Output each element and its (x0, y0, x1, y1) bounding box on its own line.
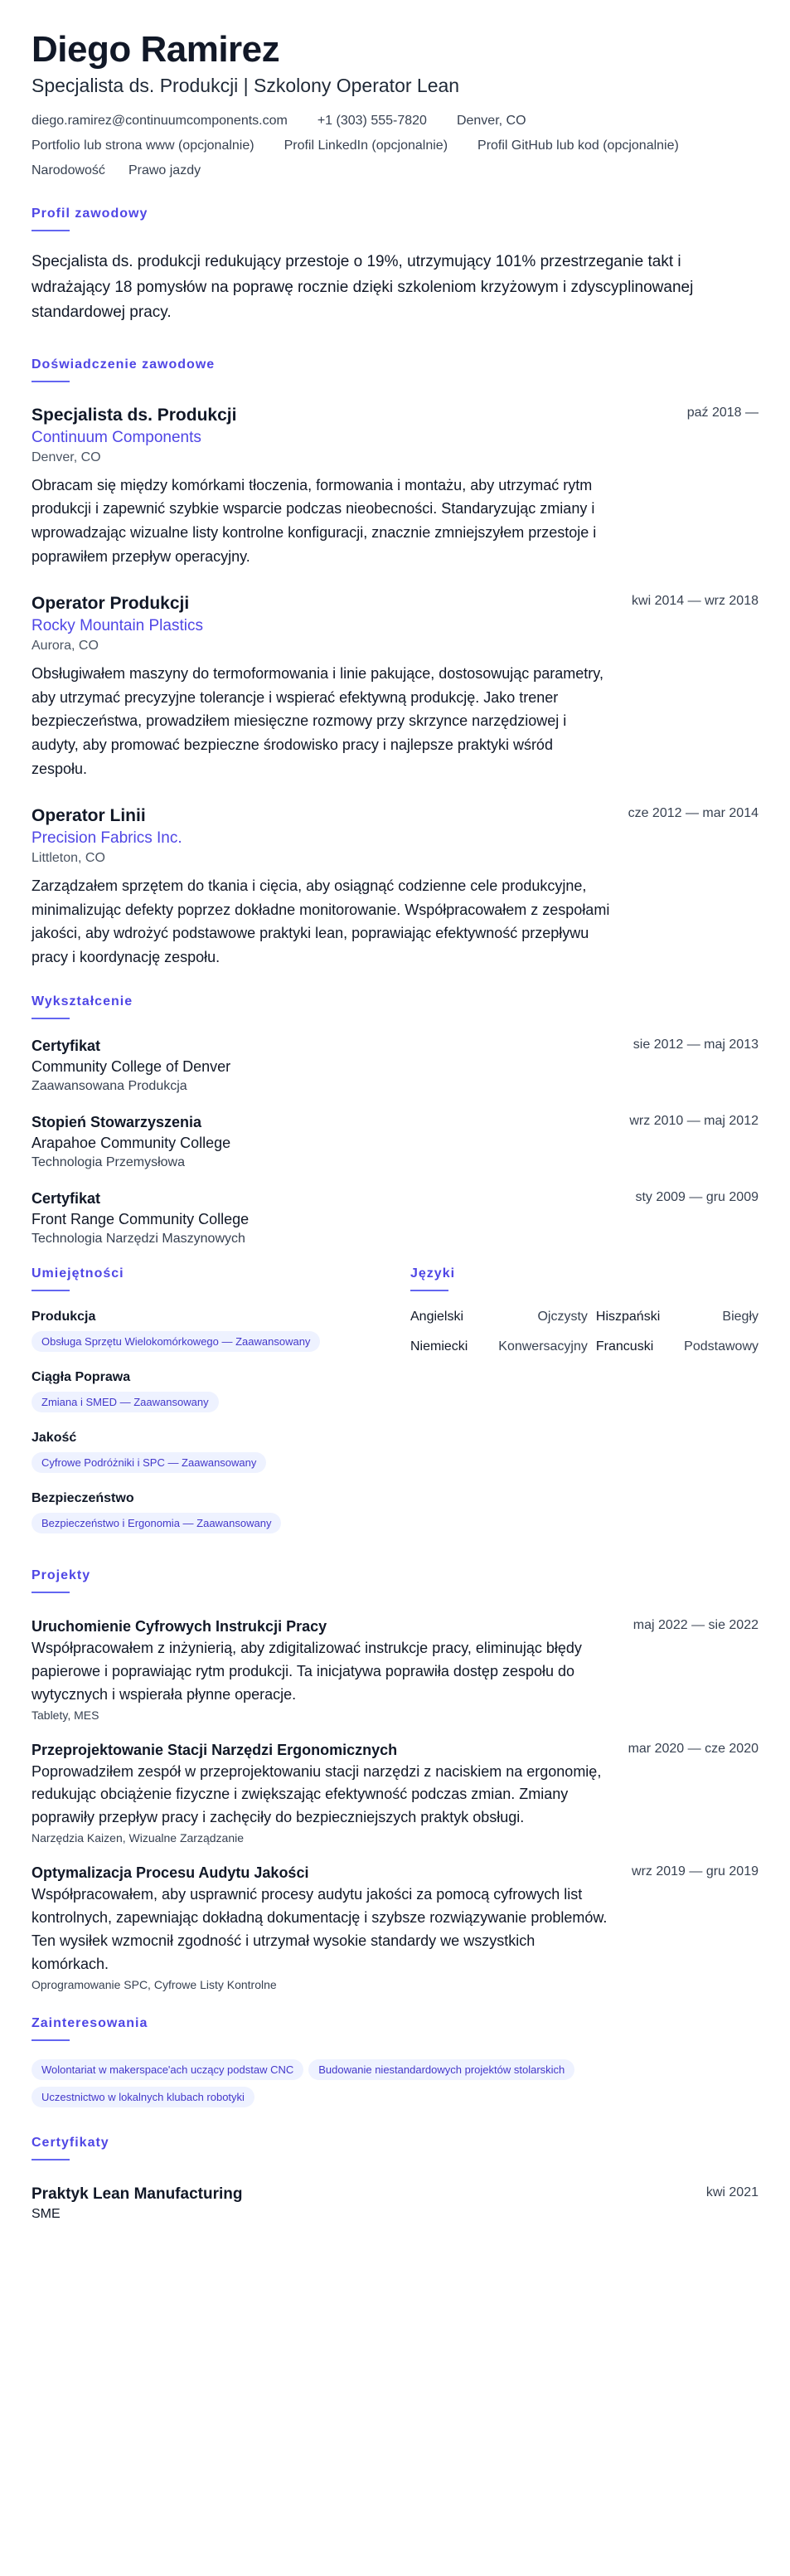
job-entry (32, 594, 758, 781)
section-title: Profil zawodowy (32, 207, 148, 221)
language-level: Ojczysty (537, 1309, 588, 1324)
section-divider (32, 2159, 70, 2160)
interests-section (32, 2016, 758, 2107)
project-technologies: Oprogramowanie SPC, Cyfrowe Listy Kontrolne (32, 1977, 277, 1991)
interest-pill: Wolontariat w makerspace'ach uczący podstaw CNC (32, 2059, 303, 2080)
job-title: Operator Produkcji (32, 593, 190, 613)
job-title: Specjalista ds. Produkcji (32, 405, 237, 425)
job-company: Continuum Components (32, 428, 201, 446)
skill-pill: Cyfrowe Podróżniki i SPC — Zaawansowany (32, 1452, 266, 1473)
education-field: Zaawansowana Produkcja (32, 1078, 187, 1093)
certification-name: Praktyk Lean Manufacturing (32, 2185, 243, 2203)
education-header (32, 1190, 758, 1208)
candidate-headline: Specjalista ds. Produkcji | Szkolony Operator Lean (32, 75, 460, 97)
education-entry (32, 1038, 758, 1094)
profile-summary: Specjalista ds. produkcji redukujący przestoje o 19%, utrzymujący 101% przestrzeganie takt i wdrażający 18 pomysłów na poprawę rocznie dzięki szkoleniom krzyżowym i zdyscyplinowanej standardowej pracy. (32, 253, 694, 322)
languages-grid (410, 1310, 758, 1354)
project-entry (32, 1864, 758, 1991)
project-description: Współpracowałem, aby usprawnić procesy audytu jakości za pomocą cyfrowych list kontrolnych, zapewniając dokładną dokumentację i szybsze rozwiązywanie problemów. Ten wysiłek wzmocnił zgodność i utrzymał wysokie standardy we wszystkich komórkach. (32, 1886, 608, 1972)
job-company: Rocky Mountain Plastics (32, 616, 203, 634)
job-date: paź 2018 — (686, 405, 758, 420)
language-name: Angielski (410, 1309, 464, 1324)
personal-row (32, 163, 758, 178)
section-title: Umiejętności (32, 1266, 124, 1281)
language-level: Konwersacyjny (498, 1339, 588, 1354)
education-degree: Certyfikat (32, 1189, 101, 1207)
education-entry (32, 1114, 758, 1170)
license-text: Prawo jazdy (128, 163, 201, 178)
project-entry (32, 1618, 758, 1722)
certification-entry (32, 2185, 758, 2222)
education-section (32, 994, 758, 1247)
contact-row (32, 114, 758, 129)
job-header (32, 406, 758, 425)
phone-link[interactable]: +1 (303) 555-7820 (317, 114, 427, 129)
job-header (32, 594, 758, 614)
education-header (32, 1114, 758, 1131)
job-date: cze 2012 — mar 2014 (628, 805, 758, 820)
job-location: Littleton, CO (32, 850, 105, 865)
section-divider (32, 230, 70, 231)
language-name: Hiszpański (595, 1309, 661, 1324)
job-entry (32, 406, 758, 569)
education-header (32, 1038, 758, 1055)
projects-list (32, 1618, 758, 1991)
section-title: Języki (410, 1266, 456, 1281)
github-link[interactable]: Profil GitHub lub kod (opcjonalnie) (477, 139, 679, 153)
project-header (32, 1742, 758, 1759)
links-row (32, 139, 758, 153)
location-text: Denver, CO (456, 114, 526, 129)
section-title: Projekty (32, 1567, 91, 1582)
skill-category: Bezpieczeństwo (32, 1490, 134, 1505)
job-description: Obsługiwałem maszyny do termoformowania i linie pakujące, dostosowując parametry, aby utrzymać precyzyjne tolerancje i wspierać efektywną produkcję. Jako trener bezpieczeństwa, prowadziłem miesięczne rozmowy przy skrzynce narzędziowej i audyty, aby promować bezpieczne środowisko pracy i najlepsze praktyki wśród zespołu. (32, 664, 603, 777)
skill-category: Jakość (32, 1430, 77, 1445)
education-institution: Front Range Community College (32, 1210, 250, 1227)
education-degree: Certyfikat (32, 1037, 101, 1054)
section-divider (32, 1290, 70, 1291)
nationality-text: Narodowość (32, 163, 105, 178)
experience-section (32, 357, 758, 970)
section-title: Doświadczenie zawodowe (32, 357, 216, 372)
project-title: Przeprojektowanie Stacji Narzędzi Ergonomicznych (32, 1741, 398, 1758)
section-divider (32, 381, 70, 382)
education-date: sty 2009 — gru 2009 (635, 1189, 758, 1204)
job-list (32, 406, 758, 970)
job-location: Aurora, CO (32, 638, 99, 653)
skill-pill: Bezpieczeństwo i Ergonomia — Zaawansowany (32, 1513, 281, 1533)
job-company: Precision Fabrics Inc. (32, 829, 182, 847)
skill-pill: Zmiana i SMED — Zaawansowany (32, 1392, 219, 1412)
skill-group (32, 1370, 367, 1412)
job-date: kwi 2014 — wrz 2018 (632, 593, 758, 608)
education-entry (32, 1190, 758, 1247)
skill-group (32, 1310, 367, 1352)
project-date: mar 2020 — cze 2020 (628, 1741, 758, 1756)
language-name: Francuski (595, 1339, 654, 1354)
skill-category: Produkcja (32, 1309, 96, 1324)
profile-section (32, 207, 758, 325)
certification-date: kwi 2021 (705, 2185, 758, 2199)
education-date: wrz 2010 — maj 2012 (629, 1113, 758, 1128)
section-divider (410, 1290, 448, 1291)
project-description: Poprowadziłem zespół w przeprojektowaniu stacji narzędzi z naciskiem na ergonomię, redukując obciążenie fizyczne i zwiększając efektywność podczas zmian. Zmiany poprawiły przepływ pracy i zachęciły do bezpieczniejszych praktyk obsługi. (32, 1762, 602, 1826)
section-divider (32, 1018, 70, 1019)
project-header (32, 1864, 758, 1882)
skills-section (32, 1266, 367, 1552)
project-description: Współpracowałem z inżynierią, aby zdigitalizować instrukcje pracy, eliminując błędy papierowe i poprawiając rytm produkcji. Ta inicjatywa poprawiła dostęp zespołu do wytycznych i wspierała płynne operacje. (32, 1639, 582, 1703)
project-date: maj 2022 — sie 2022 (632, 1617, 758, 1632)
education-degree: Stopień Stowarzyszenia (32, 1113, 202, 1130)
certification-issuer: SME (32, 2206, 61, 2221)
job-description: Obracam się między komórkami tłoczenia, formowania i montażu, aby utrzymać rytm produkcji i zapewnić szybkie wsparcie podczas nieobecności. Standaryzując zmiany i wprowadzając wizualne listy kontrolne konfiguracji, znacznie zmniejszyłem przestoje i poprawiłem przepływ operacyjny. (32, 476, 597, 565)
section-divider (32, 1592, 70, 1593)
languages-section (410, 1266, 758, 1552)
section-divider (32, 2039, 70, 2041)
education-institution: Community College of Denver (32, 1057, 231, 1075)
language-level: Biegły (722, 1309, 758, 1324)
job-description: Zarządzałem sprzętem do tkania i cięcia, aby osiągnąć codzienne cele produkcyjne, minimalizując defekty poprzez dokładne monitorowanie. Współpracowałem z zespołami jakości, aby wdrożyć podstawowe praktyki lean, poprawiając efektywność przepływu pracy i koordynację zespołu. (32, 877, 610, 966)
certifications-section (32, 2136, 758, 2222)
project-technologies: Tablety, MES (32, 1708, 99, 1722)
project-entry (32, 1742, 758, 1845)
skill-category: Ciągła Poprawa (32, 1369, 131, 1384)
email-link[interactable]: diego.ramirez@continuumcomponents.com (32, 114, 288, 129)
linkedin-link[interactable]: Profil LinkedIn (opcjonalnie) (284, 139, 448, 153)
education-list (32, 1038, 758, 1247)
projects-section (32, 1568, 758, 1991)
education-field: Technologia Przemysłowa (32, 1154, 185, 1169)
skills-languages-row (32, 1266, 758, 1552)
certification-header (32, 2185, 758, 2204)
project-date: wrz 2019 — gru 2019 (632, 1864, 758, 1879)
interest-pill: Uczestnictwo w lokalnych klubach robotyki (32, 2087, 254, 2107)
skills-list (32, 1310, 367, 1533)
education-institution: Arapahoe Community College (32, 1134, 231, 1151)
project-technologies: Narzędzia Kaizen, Wizualne Zarządzanie (32, 1831, 245, 1845)
project-title: Uruchomienie Cyfrowych Instrukcji Pracy (32, 1617, 327, 1635)
job-entry (32, 806, 758, 970)
project-title: Optymalizacja Procesu Audytu Jakości (32, 1864, 309, 1882)
project-header (32, 1618, 758, 1636)
skill-pill: Obsługa Sprzętu Wielokomórkowego — Zaawansowany (32, 1331, 320, 1352)
education-date: sie 2012 — maj 2013 (632, 1037, 758, 1052)
education-field: Technologia Narzędzi Maszynowych (32, 1231, 245, 1246)
section-title: Wykształcenie (32, 994, 133, 1009)
job-location: Denver, CO (32, 450, 101, 464)
resume-header (32, 30, 758, 178)
skill-group (32, 1491, 367, 1533)
certifications-list (32, 2185, 758, 2222)
candidate-name: Diego Ramirez (32, 29, 280, 70)
job-header (32, 806, 758, 826)
language-name: Niemiecki (410, 1339, 468, 1354)
interests-list (32, 2053, 758, 2107)
skill-group (32, 1431, 367, 1473)
section-title: Certyfikaty (32, 2135, 109, 2150)
section-title: Zainteresowania (32, 2015, 148, 2030)
language-level: Podstawowy (684, 1339, 758, 1354)
portfolio-link[interactable]: Portfolio lub strona www (opcjonalnie) (32, 139, 254, 153)
interest-pill: Budowanie niestandardowych projektów stolarskich (308, 2059, 574, 2080)
job-title: Operator Linii (32, 805, 146, 825)
